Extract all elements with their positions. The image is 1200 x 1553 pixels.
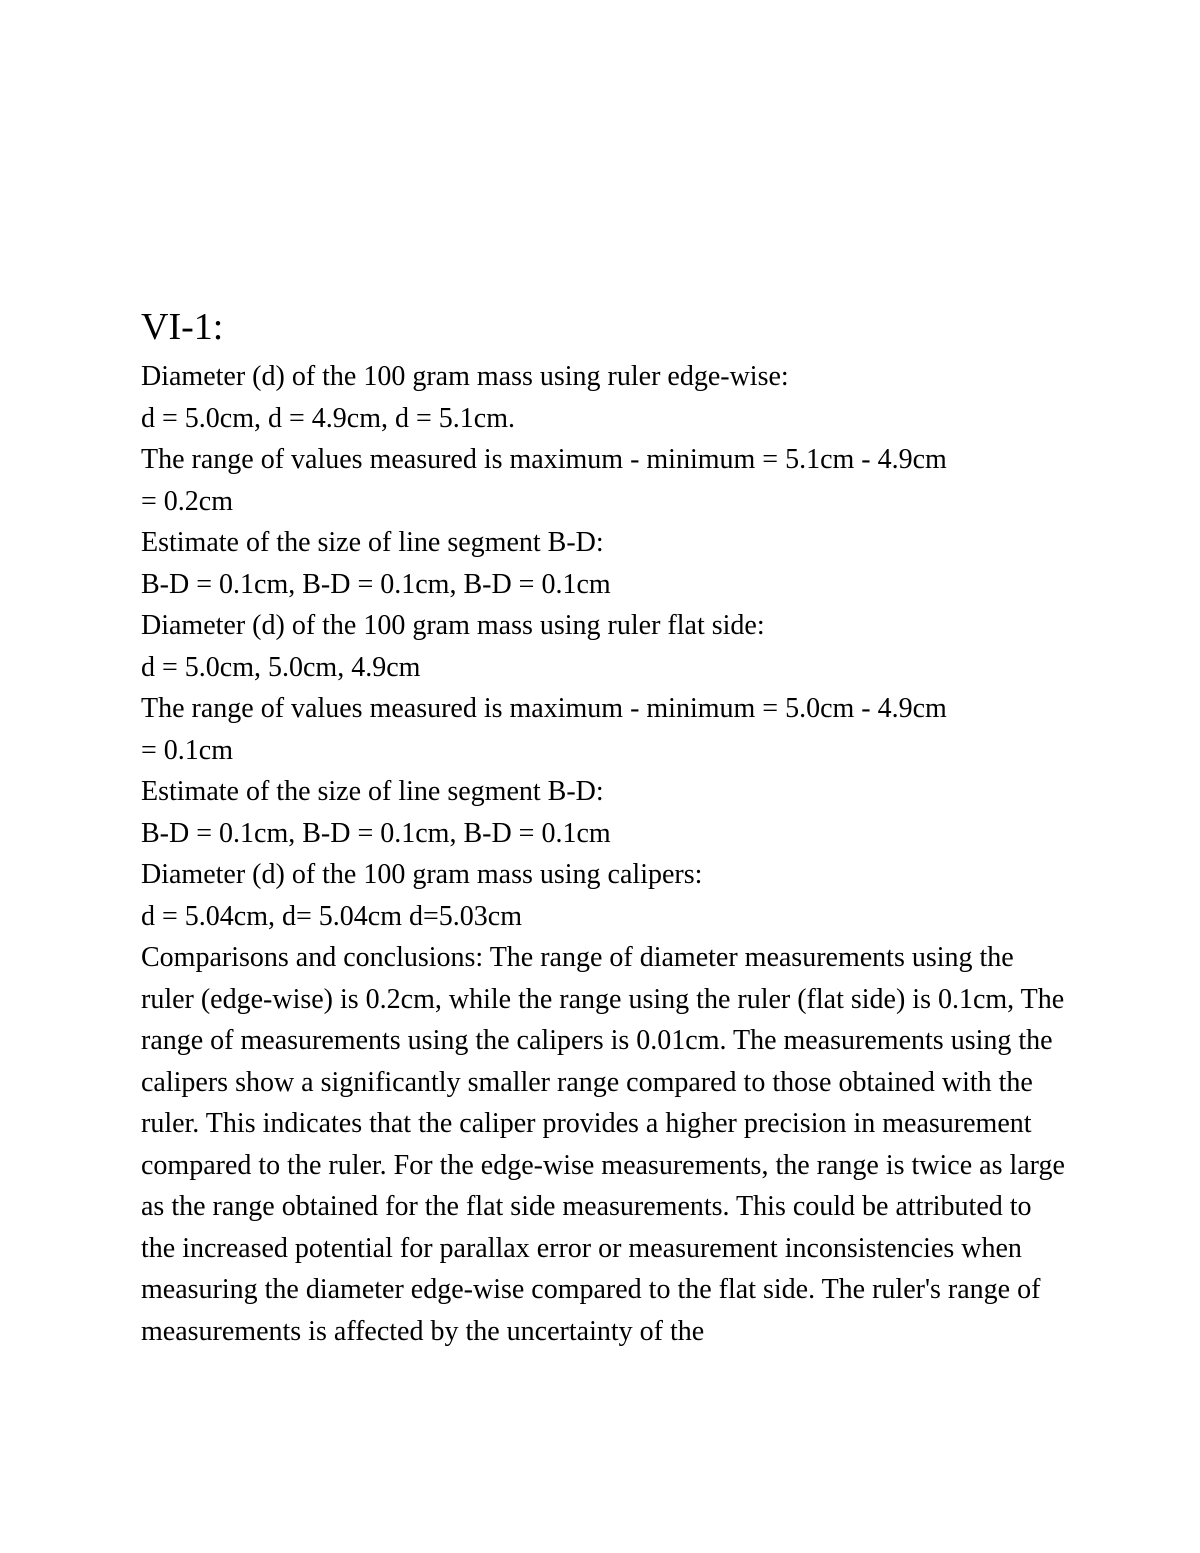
text-line-calipers-title: Diameter (d) of the 100 gram mass using calipers: <box>141 859 703 890</box>
text-line-edge-wise-range-result: = 0.2cm <box>141 485 233 517</box>
text-line-bd-estimate-title-1: Estimate of the size of line segment B-D: <box>141 527 604 558</box>
text-line-bd-estimate-values-2: B-D = 0.1cm, B-D = 0.1cm, B-D = 0.1cm <box>141 817 611 849</box>
document-body <box>141 304 1071 1352</box>
text-line-bd-estimate-values-1: B-D = 0.1cm, B-D = 0.1cm, B-D = 0.1cm <box>141 568 611 600</box>
conclusion-paragraph: Comparisons and conclusions: The range of diameter measurements using the ruler (edge-wise) is 0.2cm, while the range using the ruler (flat side) is 0.1cm, The range of measurements using the calipers is 0.01cm. The measurements using the calipers show a significantly smaller range compared to those obtained with the ruler. This indicates that the caliper provides a higher precision in measurement compared to the ruler. For the edge-wise measurements, the range is twice as large as the range obtained for the flat side measurements. This could be attributed to the increased potential for parallax error or measurement inconsistencies when measuring the diameter edge-wise compared to the flat side. The ruler's range of measurements is affected by the uncertainty of the <box>141 942 1065 1347</box>
text-line-calipers-values: d = 5.04cm, d= 5.04cm d=5.03cm <box>141 900 522 932</box>
text-line-bd-estimate-title-2: Estimate of the size of line segment B-D: <box>141 776 604 807</box>
section-heading: VI-1: <box>141 306 224 348</box>
text-line-flat-side-range-result: = 0.1cm <box>141 734 233 766</box>
text-line-edge-wise-values: d = 5.0cm, d = 4.9cm, d = 5.1cm. <box>141 402 515 434</box>
text-line-flat-side-range: The range of values measured is maximum - minimum = 5.0cm - 4.9cm <box>141 693 947 724</box>
text-line-flat-side-title: Diameter (d) of the 100 gram mass using ruler flat side: <box>141 610 765 641</box>
text-line-flat-side-values: d = 5.0cm, 5.0cm, 4.9cm <box>141 651 421 683</box>
text-line-edge-wise-range: The range of values measured is maximum - minimum = 5.1cm - 4.9cm <box>141 444 947 475</box>
text-line-edge-wise-title: Diameter (d) of the 100 gram mass using ruler edge-wise: <box>141 361 789 392</box>
